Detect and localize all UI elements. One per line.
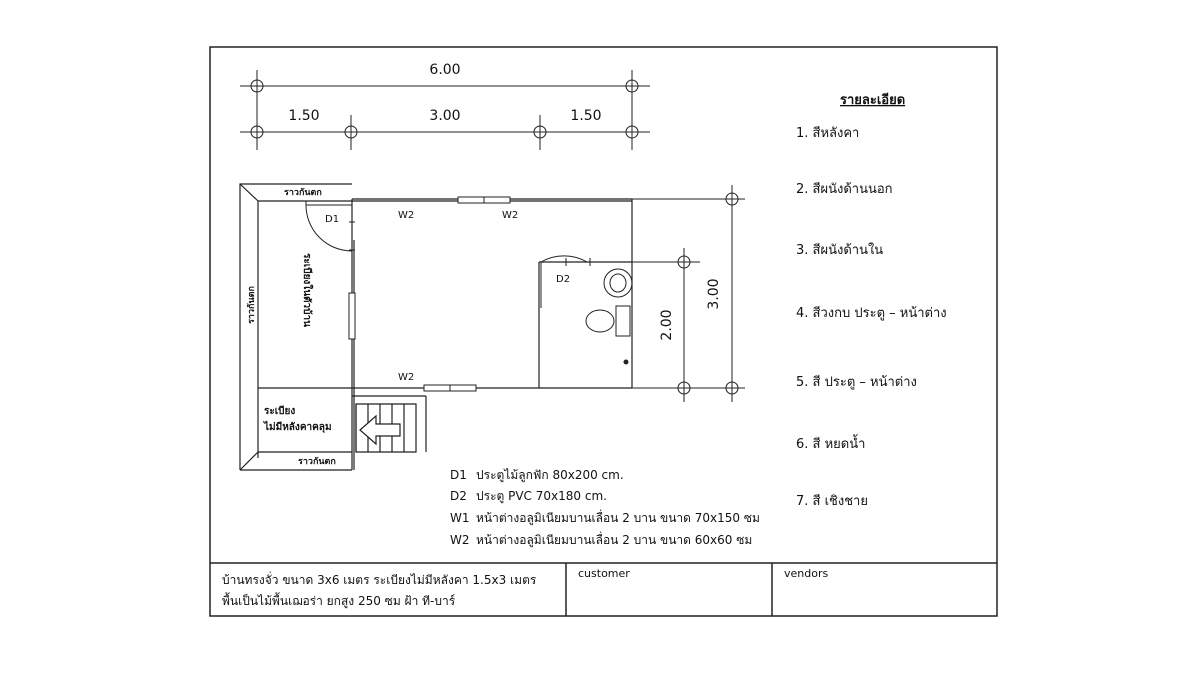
windows <box>349 197 510 391</box>
details-item: 5. สี ประตู – หน้าต่าง <box>796 375 917 390</box>
title-block-description-2: พื้นเป็นไม้พื้นเฌอร่า ยกสูง 250 ซม ฝ้า ที-บาร์ <box>222 594 456 608</box>
details-item: 6. สี หยดน้ำ <box>796 437 866 452</box>
details-list <box>796 125 947 509</box>
dim-bath-depth: 2.00 <box>659 309 675 341</box>
dim-left: 1.50 <box>288 108 320 124</box>
legend-text: ประตูไม้ลูกฟัก 80x200 cm. <box>476 468 624 482</box>
legend-code: D1 <box>450 468 467 482</box>
window-side <box>349 293 355 339</box>
legend-text: ประตู PVC 70x180 cm. <box>476 489 607 503</box>
legend <box>450 468 760 548</box>
details-item: 1. สีหลังคา <box>796 126 860 141</box>
veranda-covered-label: ระเบียงในตัวบ้าน <box>301 253 312 327</box>
details-item: 4. สีวงกบ ประตู – หน้าต่าง <box>796 306 947 321</box>
basin-icon <box>604 269 632 297</box>
details-item: 3. สีผนังด้านใน <box>796 243 884 258</box>
door-d1-label: D1 <box>325 214 340 225</box>
veranda-open-label-2: ไม่มีหลังคาคลุม <box>264 422 332 433</box>
dim-middle: 3.00 <box>429 108 461 124</box>
details-item: 2. สีผนังด้านนอก <box>796 182 893 197</box>
title-block-description-1: บ้านทรงจั่ว ขนาด 3x6 เมตร ระเบียงไม่มีหลังคา 1.5x3 เมตร <box>222 573 537 587</box>
door-d1-symbol <box>306 201 355 251</box>
window-w2-label-top-right: W2 <box>502 210 519 221</box>
dim-right: 1.50 <box>570 108 602 124</box>
legend-text: หน้าต่างอลูมิเนียมบานเลื่อน 2 บาน ขนาด 60x60 ซม <box>476 533 753 547</box>
dim-depth: 3.00 <box>706 278 722 310</box>
toilet-tank-icon <box>616 306 630 336</box>
legend-text: หน้าต่างอลูมิเนียมบานเลื่อน 2 บาน ขนาด 70x150 ซม <box>476 511 760 525</box>
door-d2-label: D2 <box>556 274 571 285</box>
legend-code: D2 <box>450 489 467 503</box>
window-w2-label-top-left: W2 <box>398 210 415 221</box>
customer-label: customer <box>578 567 630 580</box>
dim-overall: 6.00 <box>429 62 461 78</box>
vendors-label: vendors <box>784 567 829 580</box>
details-item: 7. สี เชิงชาย <box>796 494 868 509</box>
railing-side-label: ราวกันตก <box>247 286 257 324</box>
toilet-bowl-icon <box>586 310 614 332</box>
railing-bottom-label: ราวกันตก <box>298 457 336 467</box>
dimension-lines-right <box>600 185 745 402</box>
window-w2-label-bottom: W2 <box>398 372 415 383</box>
legend-code: W2 <box>450 533 470 547</box>
bathroom-fixtures <box>586 269 632 364</box>
veranda-open-label-1: ระเบียง <box>264 406 296 417</box>
railing-top-label: ราวกันตก <box>284 188 322 198</box>
legend-code: W1 <box>450 511 470 525</box>
details-title: รายละเอียด <box>840 93 906 108</box>
